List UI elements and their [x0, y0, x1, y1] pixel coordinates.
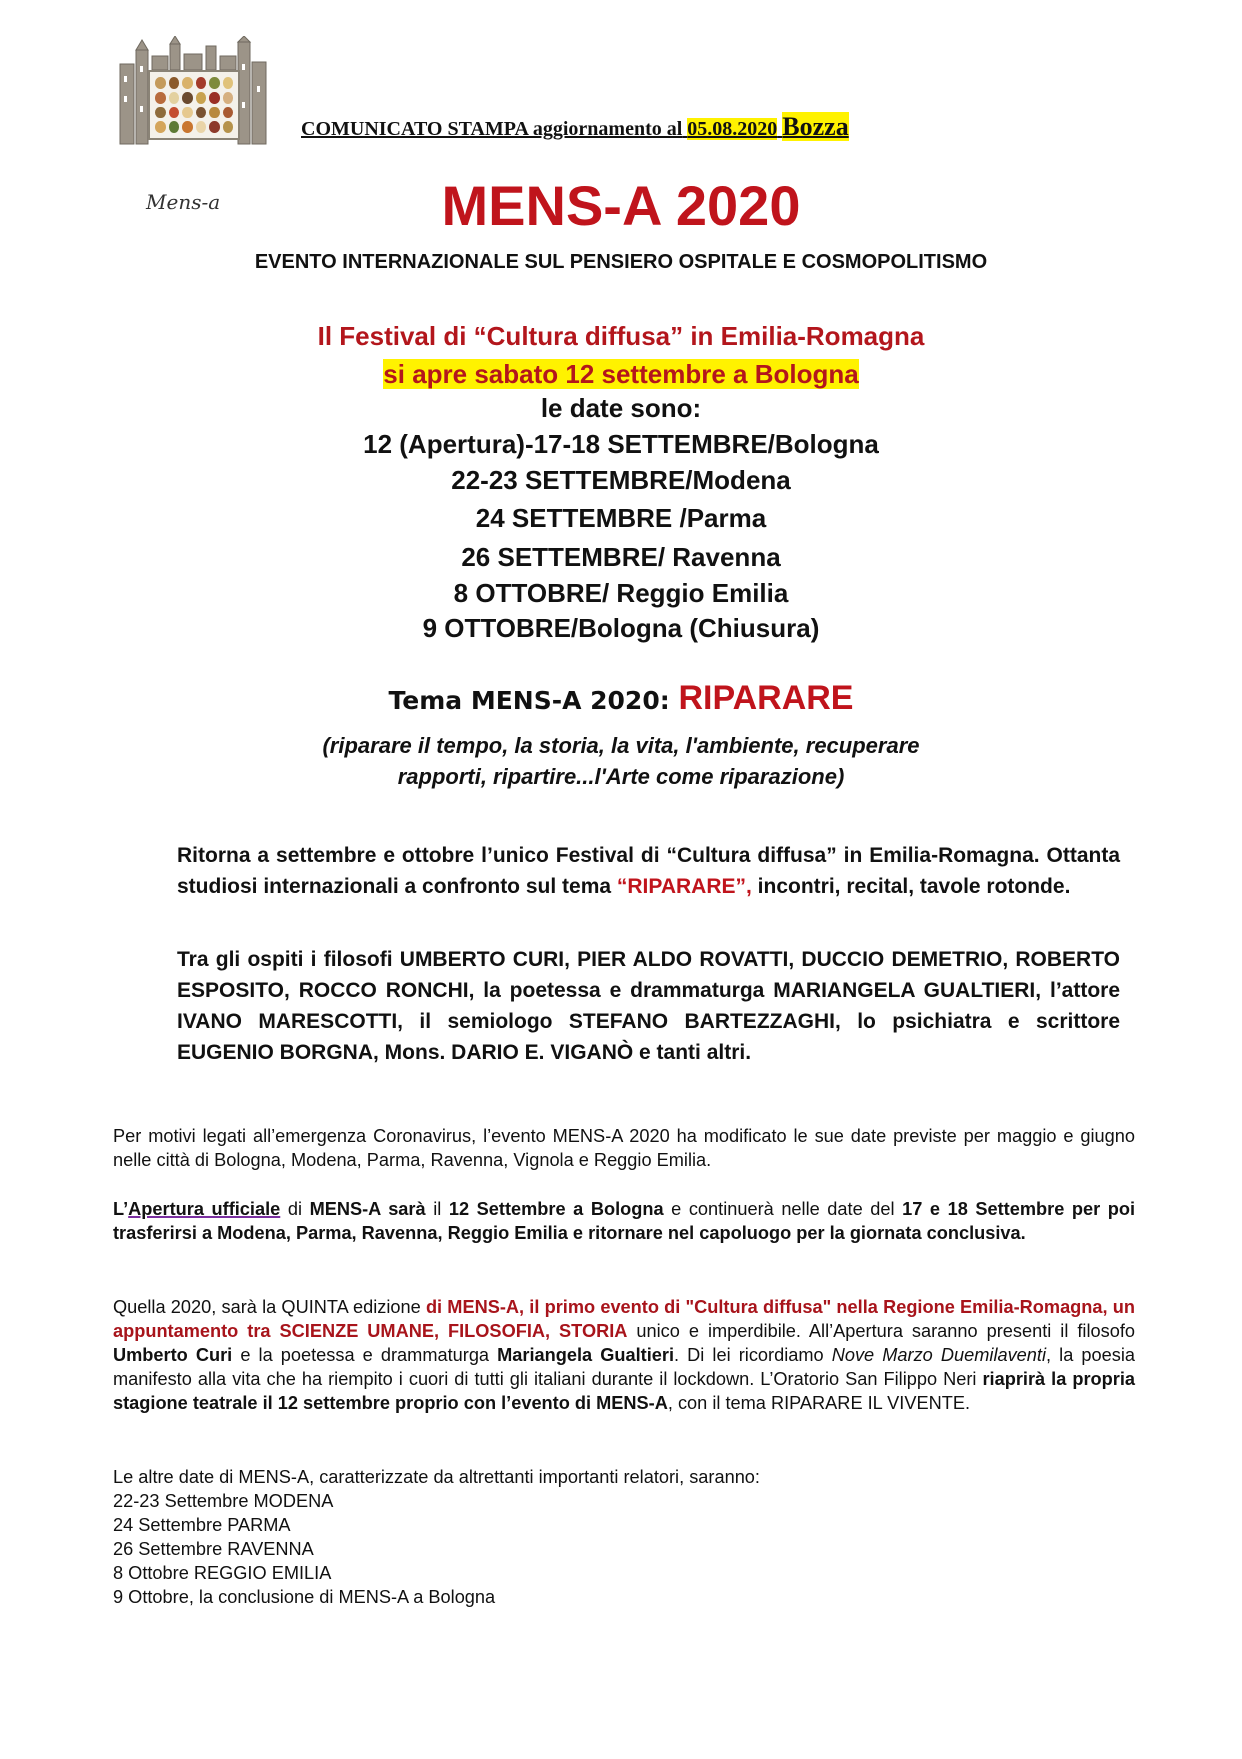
mens-a-logo: [118, 36, 268, 214]
list-item: 9 Ottobre, la conclusione di MENS-A a Bologna: [113, 1587, 496, 1607]
theme-line: [0, 680, 1242, 719]
list-item: 26 Settembre RAVENNA: [113, 1539, 314, 1559]
food-grid-image: [148, 70, 240, 140]
date-item: 24 SETTEMBRE /Parma: [475, 503, 767, 533]
official-opening-text: Apertura ufficiale: [128, 1199, 281, 1219]
press-label: COMUNICATO STAMPA aggiornamento al: [301, 118, 683, 140]
press-status: Bozza: [782, 112, 849, 141]
highlight-text: di MENS-A, il primo evento di "Cultura diffusa" nella Regione Emilia-Romagna, un appuntamento tra SCIENZE UMANE, FILOSOFIA, STORIA: [113, 1297, 1135, 1341]
text: , con il tema RIPARARE IL VIVENTE.: [667, 1393, 971, 1413]
text: 12 Settembre a Bologna: [448, 1199, 664, 1219]
date-item: 22-23 SETTEMBRE/Modena: [451, 465, 791, 495]
theme-word: RIPARARE: [678, 679, 854, 717]
list-item: 8 Ottobre REGGIO EMILIA: [113, 1563, 332, 1583]
logo-text: Mens-a: [146, 190, 221, 214]
paragraph-coronavirus: Per motivi legati all’emergenza Coronavirus, l’evento MENS-A 2020 ha modificato le sue date previste per maggio e giugno nelle città di Bologna, Modena, Parma, Ravenna, Vignola e Reggio Emilia.: [113, 1126, 1135, 1170]
list-intro: Le altre date di MENS-A, caratterizzate da altrettanti importanti relatori, saranno:: [113, 1467, 760, 1487]
text: 17 e 18 Settembre per poi trasferirsi a Modena, Parma, Ravenna, Reggio Emilia e ritornare nel capoluogo per la giornata conclusiva.: [113, 1199, 1136, 1243]
text: Umberto Curi: [113, 1345, 233, 1365]
intro-text: Ritorna a settembre e ottobre l’unico Festival di “Cultura diffusa” in Emilia-Romagna. Ottanta studiosi internazionali a confronto sul tema: [177, 844, 1120, 898]
date-item: 8 OTTOBRE/ Reggio Emilia: [453, 578, 789, 608]
date-item: 9 OTTOBRE/Bologna (Chiusura): [422, 613, 820, 643]
text: e continuerà nelle date del: [663, 1199, 903, 1219]
text: il: [425, 1199, 449, 1219]
press-release-header: [301, 112, 849, 142]
event-subtitle: EVENTO INTERNAZIONALE SUL PENSIERO OSPITALE E COSMOPOLITISMO: [254, 251, 988, 273]
text: L’: [113, 1199, 129, 1219]
intro-theme-word: “RIPARARE”,: [616, 875, 752, 898]
intro-text: incontri, recital, tavole rotonde.: [751, 875, 1071, 898]
text: Quella 2020, sarà la QUINTA edizione: [113, 1297, 426, 1317]
text: MENS-A sarà: [309, 1199, 426, 1219]
festival-line-1: Il Festival di “Cultura diffusa” in Emilia-Romagna: [317, 321, 925, 351]
main-title: MENS-A 2020: [441, 174, 801, 237]
poem-title: Nove Marzo Duemilaventi: [831, 1345, 1047, 1365]
theme-description-2: rapporti, ripartire...l'Arte come riparazione): [397, 764, 845, 789]
theme-description-1: (riparare il tempo, la storia, la vita, l'ambiente, recuperare: [322, 733, 920, 758]
date-item: 26 SETTEMBRE/ Ravenna: [461, 542, 781, 572]
theme-label: Tema MENS-A 2020:: [388, 686, 670, 715]
intro-paragraph-2: Tra gli ospiti i filosofi UMBERTO CURI, PIER ALDO ROVATTI, DUCCIO DEMETRIO, ROBERTO ESPOSITO, ROCCO RONCHI, la poetessa e drammaturga MARIANGELA GUALTIERI, l’attore IVANO MARESCOTTI, il semiologo STEFANO BARTEZZAGHI, lo psichiatra e scrittore EUGENIO BORGNA, Mons. DARIO E. VIGANÒ e tanti altri.: [177, 948, 1120, 1064]
festival-opening-highlight: si apre sabato 12 settembre a Bologna: [383, 359, 859, 389]
text: unico e imperdibile. All’Apertura saranno presenti il filosofo: [627, 1321, 1135, 1341]
list-item: 24 Settembre PARMA: [113, 1515, 291, 1535]
text: e la poetessa e drammaturga: [232, 1345, 498, 1365]
festival-line-2: [0, 358, 1242, 390]
date-item: 12 (Apertura)-17-18 SETTEMBRE/Bologna: [363, 429, 879, 459]
intro-paragraph-1: [177, 840, 1120, 902]
press-date: 05.08.2020: [687, 118, 778, 140]
text: Mariangela Gualtieri: [497, 1345, 675, 1365]
text: riaprirà la propria stagione teatrale il 12 settembre proprio con l’evento di MENS-A: [113, 1369, 1135, 1413]
text: di: [280, 1199, 310, 1219]
list-item: 22-23 Settembre MODENA: [113, 1491, 334, 1511]
paragraph-opening: [113, 1197, 1135, 1245]
paragraph-edition: [113, 1295, 1135, 1415]
text: . Di lei ricordiamo: [674, 1345, 832, 1365]
dates-heading: le date sono:: [540, 393, 702, 423]
text: , la poesia manifesto alla vita che ha riempito i cuori di tutti gli italiani durante il lockdown. L’Oratorio San Filippo Neri: [113, 1345, 1135, 1389]
